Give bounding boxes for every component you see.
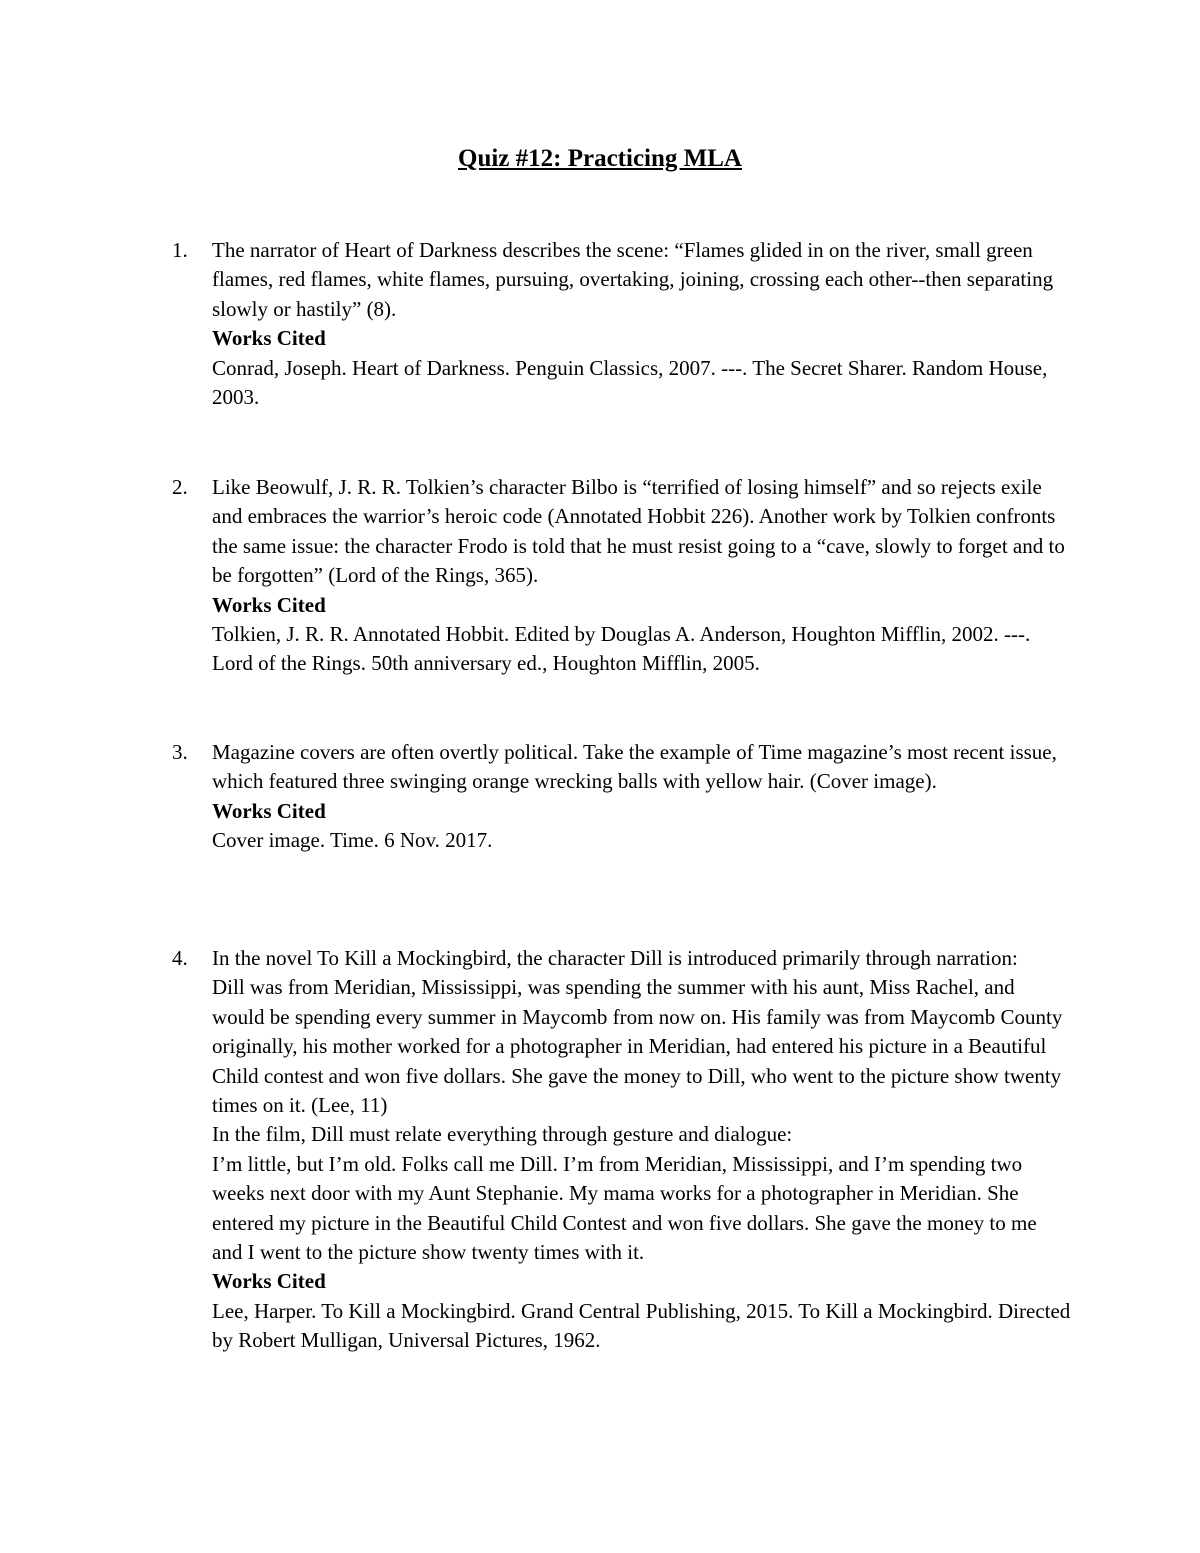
question-text: Like Beowulf, J. R. R. Tolkien’s character Bilbo is “terrified of losing himself” and so rejects exile and embraces the warrior’s heroic code (Annotated Hobbit 226). Another work by Tolkien confronts the same issue: the character Frodo is told that he must resist going to a “cave, slowly to forget and to be forgotten” (Lord of the Rings, 365). (212, 475, 1065, 588)
question-number: 3. (172, 740, 188, 764)
question-text: The narrator of Heart of Darkness describes the scene: “Flames glided in on the river, small green flames, red flames, white flames, pursuing, overtaking, joining, crossing each other--then separating slowly or hastily” (8). (212, 238, 1054, 321)
question-text: In the film, Dill must relate everything through gesture and dialogue: (212, 1122, 793, 1147)
works-cited-entry: Cover image. Time. 6 Nov. 2017. (212, 828, 493, 853)
question-number: 1. (172, 238, 188, 262)
novel-quote: Dill was from Meridian, Mississippi, was spending the summer with his aunt, Miss Rachel, and would be spending every summer in Maycomb from now on. His family was from Maycomb County originally, his mother worked for a photographer in Meridian, had entered his picture in a Beautiful Child contest and won five dollars. She gave the money to Dill, who went to the picture show twenty times on it. (Lee, 11) (212, 975, 1063, 1118)
works-cited-entry: Conrad, Joseph. Heart of Darkness. Penguin Classics, 2007. ---. The Secret Sharer. Random House, 2003. (212, 355, 1048, 410)
question-3 (172, 738, 1072, 856)
works-cited-entry: Tolkien, J. R. R. Annotated Hobbit. Edited by Douglas A. Anderson, Houghton Mifflin, 2002. ---. Lord of the Rings. 50th anniversary ed., Houghton Mifflin, 2005. (212, 622, 1031, 676)
question-body (212, 738, 1072, 856)
works-cited-heading: Works Cited (212, 326, 326, 351)
question-number: 2. (172, 475, 188, 499)
question-4 (172, 944, 1072, 1356)
question-1 (172, 236, 1072, 412)
film-quote: I’m little, but I’m old. Folks call me Dill. I’m from Meridian, Mississippi, and I’m spending two weeks next door with my Aunt Stephanie. My mama works for a photographer in Meridian. She entered my picture in the Beautiful Child Contest and won five dollars. She gave the money to me and I went to the picture show twenty times with it. (212, 1151, 1037, 1265)
works-cited-heading: Works Cited (212, 1269, 326, 1294)
question-text: In the novel To Kill a Mockingbird, the character Dill is introduced primarily through narration: (212, 946, 1018, 970)
works-cited-heading: Works Cited (212, 592, 326, 617)
document-title: Quiz #12: Practicing MLA (458, 145, 742, 172)
works-cited-heading: Works Cited (212, 798, 326, 823)
question-body (212, 944, 1072, 1356)
question-number: 4. (172, 946, 188, 970)
question-body (212, 236, 1072, 412)
question-body (212, 473, 1072, 679)
works-cited-entry: Lee, Harper. To Kill a Mockingbird. Grand Central Publishing, 2015. To Kill a Mockingbird. Directed by Robert Mulligan, Universal Pictures, 1962. (212, 1298, 1071, 1353)
question-text: Magazine covers are often overtly political. Take the example of Time magazine’s most recent issue, which featured three swinging orange wrecking balls with yellow hair. (Cover image). (212, 740, 1057, 794)
question-2 (172, 473, 1072, 679)
